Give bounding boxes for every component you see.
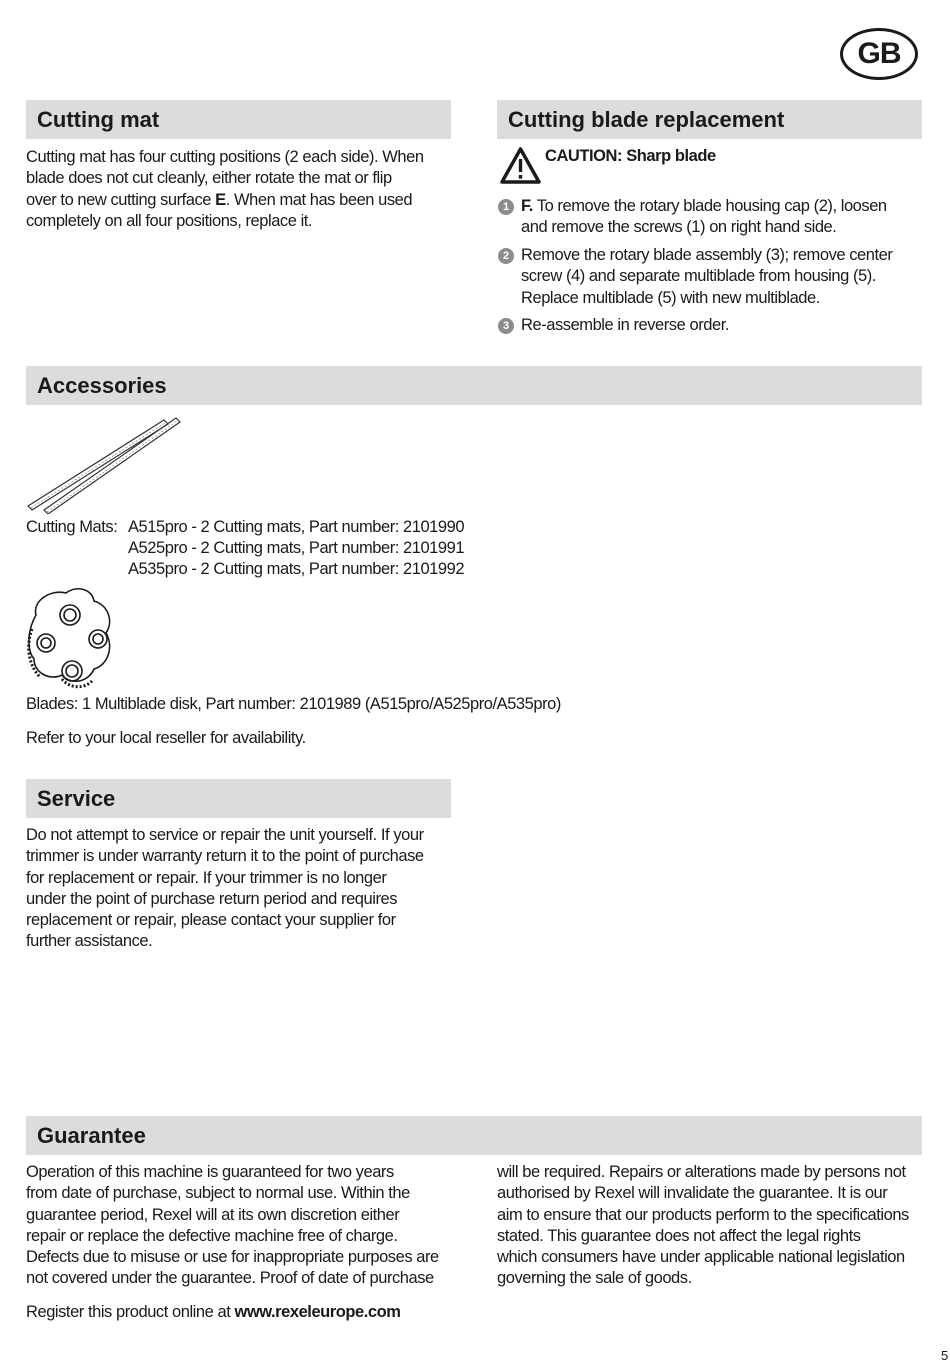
cutting-mat-heading: Cutting mat <box>26 100 451 139</box>
register-link[interactable]: www.rexeleurope.com <box>234 1303 401 1321</box>
step-number-1: 1 <box>498 199 514 215</box>
service-heading: Service <box>26 779 451 818</box>
blade-replacement-heading: Cutting blade replacement <box>497 100 922 139</box>
guarantee-text-left: Operation of this machine is guaranteed for two years from date of purchase, subject to normal use. Within the guarantee period, Rexel will at its own discretion either repair or replace the defective machine free of charge. Defects due to misuse or use for inappropriate purposes are not covered under the guarantee. Proof of date of purchase <box>26 1163 439 1288</box>
warning-triangle-icon <box>499 146 542 186</box>
step-number-3: 3 <box>498 318 514 334</box>
country-badge: GB <box>840 28 918 80</box>
cutting-mats-illustration <box>26 416 182 514</box>
cutting-mat-part-3: A535pro - 2 Cutting mats, Part number: 2101992 <box>128 560 465 578</box>
cutting-mat-part-1: A515pro - 2 Cutting mats, Part number: 2101990 <box>128 518 465 536</box>
step-number-2: 2 <box>498 248 514 264</box>
blades-part: Blades: 1 Multiblade disk, Part number: 2101989 (A515pro/A525pro/A535pro) <box>26 695 561 713</box>
cutting-mat-text: Cutting mat has four cutting positions (2 each side). When blade does not cut cleanly, either rotate the mat or flip over to new cutting surface E. When mat has been used completely on all four positions, replace it. <box>26 148 424 230</box>
multiblade-disk-illustration <box>22 585 118 691</box>
cutting-mats-label: Cutting Mats: <box>26 518 118 536</box>
service-text: Do not attempt to service or repair the unit yourself. If your trimmer is under warranty return it to the point of purchase for replacement or repair. If your trimmer is no longer under the point of purchase return period and requires replacement or repair, please contact your supplier for further assistance. <box>26 826 424 951</box>
guarantee-text-right: will be required. Repairs or alterations made by persons not authorised by Rexel will invalidate the guarantee. It is our aim to ensure that our products perform to the specifications stated. This guarantee does not affect the legal rights which consumers have under applicable national legislation governing the sale of goods. <box>497 1163 909 1288</box>
cutting-mat-part-2: A525pro - 2 Cutting mats, Part number: 2101991 <box>128 539 465 557</box>
guarantee-heading: Guarantee <box>26 1116 922 1155</box>
page-number: 5 <box>941 1348 949 1363</box>
caution-label: CAUTION: Sharp blade <box>545 147 716 165</box>
reseller-note: Refer to your local reseller for availability. <box>26 729 306 747</box>
accessories-heading: Accessories <box>26 366 922 405</box>
register-note: Register this product online at www.rexeleurope.com <box>26 1303 401 1321</box>
